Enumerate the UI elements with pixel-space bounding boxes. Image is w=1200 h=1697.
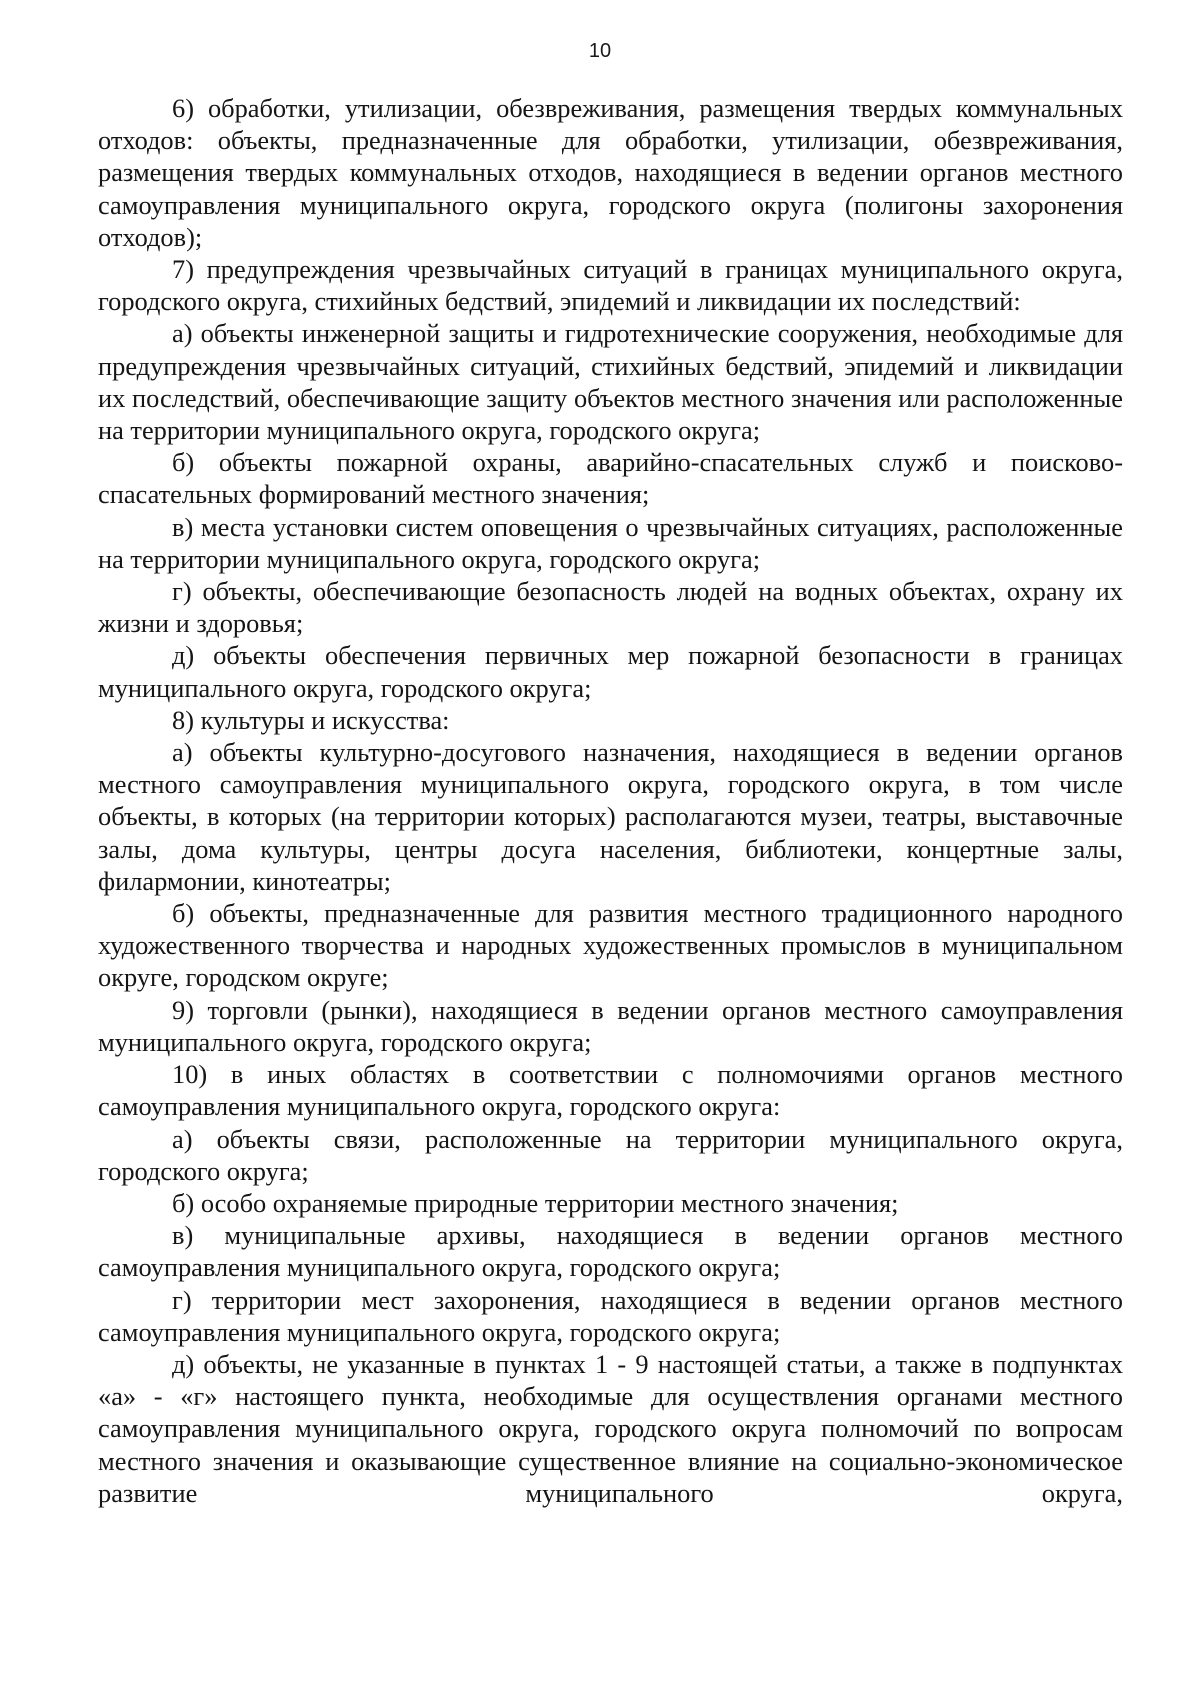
paragraph-item-7b: б) объекты пожарной охраны, аварийно-спасательных служб и поисково-спасательных формирований местного значения; bbox=[98, 447, 1123, 510]
paragraph-item-7a: а) объекты инженерной защиты и гидротехнические сооружения, необходимые для предупреждения чрезвычайных ситуаций, стихийных бедствий, эпидемий и ликвидации их последствий, обеспечивающие защиту объектов местного значения или расположенные на территории муниципального округа, городского округа; bbox=[98, 318, 1123, 446]
paragraph-item-10: 10) в иных областях в соответствии с полномочиями органов местного самоуправления муниципального округа, городского округа: bbox=[98, 1059, 1123, 1122]
paragraph-item-10v: в) муниципальные архивы, находящиеся в ведении органов местного самоуправления муниципального округа, городского округа; bbox=[98, 1220, 1123, 1283]
paragraph-item-10g: г) территории мест захоронения, находящиеся в ведении органов местного самоуправления муниципального округа, городского округа; bbox=[98, 1284, 1123, 1347]
paragraph-item-7: 7) предупреждения чрезвычайных ситуаций в границах муниципального округа, городского округа, стихийных бедствий, эпидемий и ликвидации их последствий: bbox=[98, 254, 1123, 317]
paragraph-item-10b: б) особо охраняемые природные территории местного значения; bbox=[172, 1187, 899, 1218]
paragraph-item-7g: г) объекты, обеспечивающие безопасность людей на водных объектах, охрану их жизни и здоровья; bbox=[98, 576, 1123, 639]
paragraph-item-6: 6) обработки, утилизации, обезвреживания, размещения твердых коммунальных отходов: объекты, предназначенные для обработки, утилизации, обезвреживания, размещения твердых коммунальных отходов, находящиеся в ведении органов местного самоуправления муниципального округа, городского округа (полигоны захоронения отходов); bbox=[98, 93, 1123, 252]
paragraph-item-8b: б) объекты, предназначенные для развития местного традиционного народного художественного творчества и народных художественных промыслов в муниципальном округе, городском округе; bbox=[98, 898, 1123, 993]
paragraph-item-7v: в) места установки систем оповещения о чрезвычайных ситуациях, расположенные на территории муниципального округа, городского округа; bbox=[98, 511, 1123, 574]
paragraph-item-8: 8) культуры и искусства: bbox=[172, 704, 450, 735]
document-body bbox=[98, 92, 1123, 1509]
paragraph-item-7d: д) объекты обеспечения первичных мер пожарной безопасности в границах муниципального округа, городского округа; bbox=[98, 640, 1123, 703]
paragraph-item-10a: а) объекты связи, расположенные на территории муниципального округа, городского округа; bbox=[98, 1123, 1123, 1186]
paragraph-item-8a: а) объекты культурно-досугового назначения, находящиеся в ведении органов местного самоуправления муниципального округа, городского округа, в том числе объекты, в которых (на территории которых) располагаются музеи, театры, выставочные залы, дома культуры, центры досуга населения, библиотеки, концертные залы, филармонии, кинотеатры; bbox=[98, 737, 1123, 896]
page-number: 10 bbox=[588, 40, 612, 62]
paragraph-item-10d: д) объекты, не указанные в пунктах 1 - 9 настоящей статьи, а также в подпунктах «а» - «г» настоящего пункта, необходимые для осуществления органами местного самоуправления муниципального округа, городского округа полномочий по вопросам местного значения и оказывающие существенное влияние на социально-экономическое развитие муниципального округа, bbox=[98, 1348, 1123, 1508]
paragraph-item-9: 9) торговли (рынки), находящиеся в ведении органов местного самоуправления муниципального округа, городского округа; bbox=[98, 994, 1123, 1057]
